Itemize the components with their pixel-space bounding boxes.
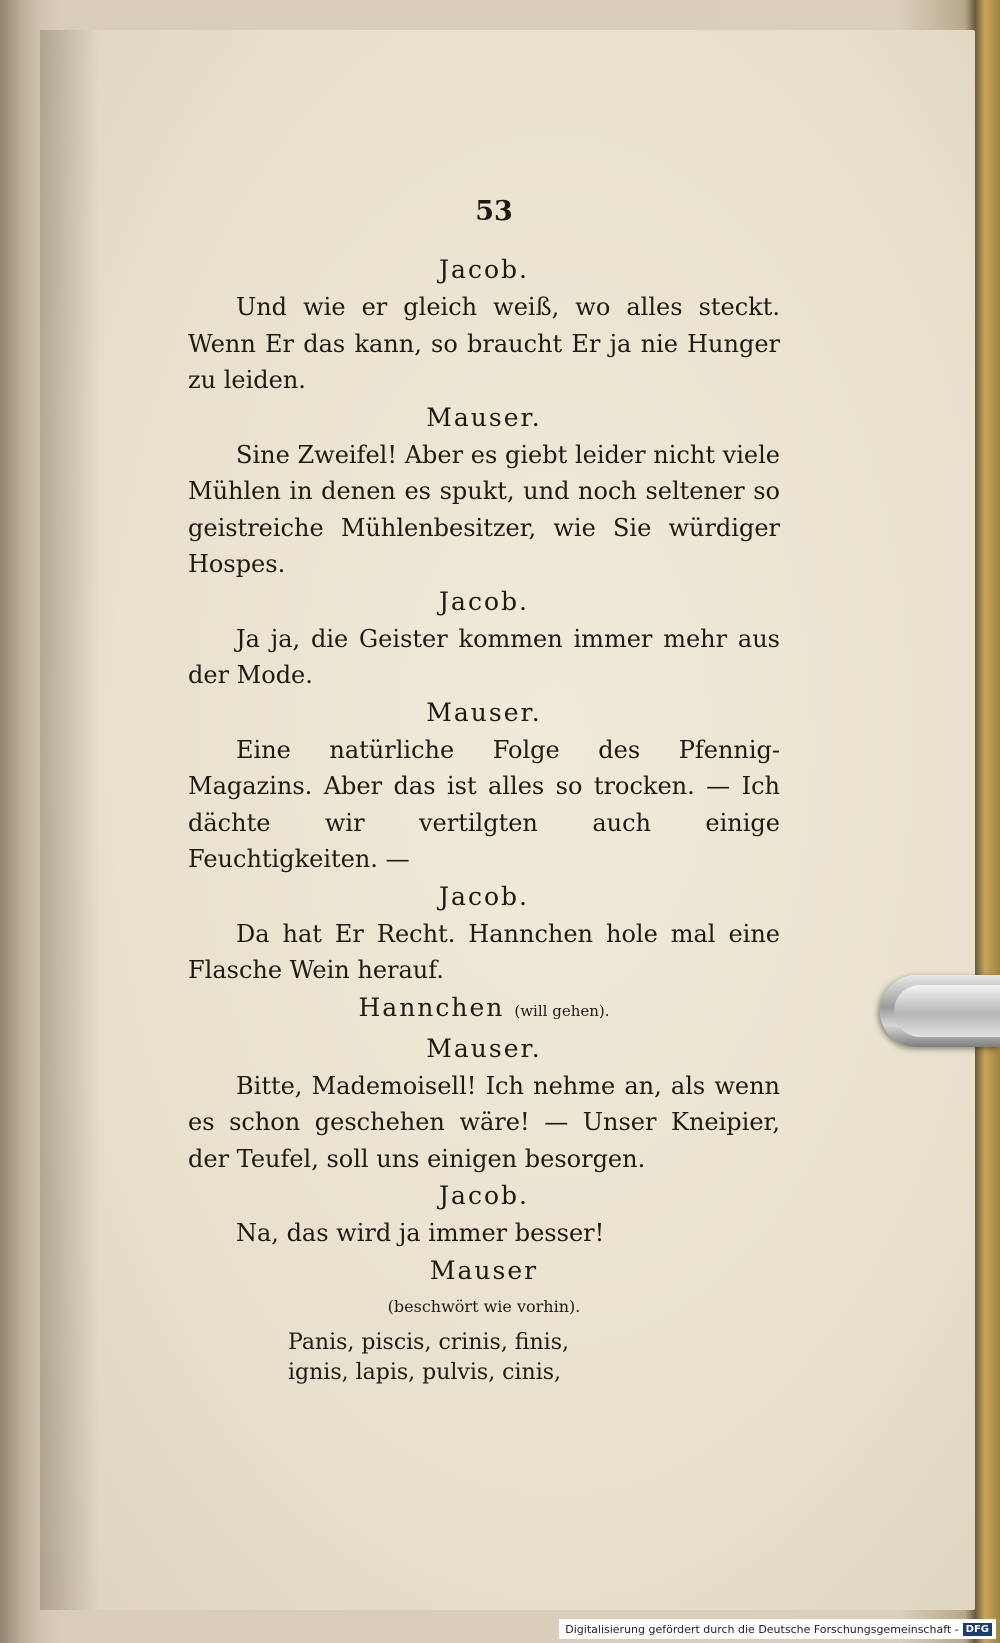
speaker-label: Jacob. — [439, 255, 529, 284]
page-clip — [880, 975, 1000, 1047]
latin-verse — [188, 1328, 780, 1388]
gutter-shadow — [40, 30, 100, 1610]
speaker-name — [188, 694, 780, 732]
speaker-label: Mauser — [429, 1255, 539, 1285]
speech-text: Eine natürliche Folge des Pfennig-Magazins. Aber das ist alles so trocken. — Ich dächte wir vertilgten auch einige Feuchtigkeiten. — — [188, 735, 780, 873]
dfg-logo: DFG — [963, 1623, 992, 1636]
speaker-label: Jacob. — [439, 586, 529, 616]
speaker-name — [188, 878, 780, 916]
speech-text: Und wie er gleich weiß, wo alles steckt. Wenn Er das kann, so braucht Er ja nie Hunger zu leiden. — [188, 293, 780, 394]
page-clip-highlight — [894, 985, 1000, 1037]
verse-line: ignis, lapis, pulvis, cinis, — [288, 1359, 562, 1385]
speaker-label: Mauser. — [426, 697, 542, 727]
speaker-name — [188, 1177, 780, 1215]
footer-text: Digitalisierung gefördert durch die Deutsche Forschungsgemeinschaft - — [565, 1622, 959, 1636]
speaker-name — [188, 399, 780, 437]
speaker-label: Mauser. — [426, 402, 542, 432]
speech-text: Bitte, Mademoisell! Ich nehme an, als wenn es schon geschehen wäre! — Unser Kneipier, der Teufel, soll uns einigen besorgen. — [188, 1071, 780, 1173]
digitization-footer — [559, 1619, 996, 1639]
speech-text: Da hat Er Recht. Hannchen hole mal eine Flasche Wein herauf. — [188, 919, 780, 984]
speech-text: Na, das wird ja immer besser! — [236, 1219, 605, 1247]
speaker-label: Jacob. — [439, 1181, 529, 1210]
speaker-name — [188, 989, 780, 1030]
page-text — [188, 196, 780, 1388]
speaker-name — [188, 1030, 780, 1068]
stage-direction: (beschwört wie vorhin). — [387, 1296, 581, 1316]
stage-direction: (will gehen). — [514, 1001, 610, 1020]
verse-line: Panis, piscis, crinis, finis, — [288, 1329, 569, 1355]
speech-text: Ja ja, die Geister kommen immer mehr aus der Mode. — [188, 624, 780, 689]
speaker-name — [188, 251, 780, 289]
speaker-name — [188, 1252, 780, 1290]
speech-text: Sine Zweifel! Aber es giebt leider nicht viele Mühlen in denen es spukt, und noch seltener so geistreiche Mühlenbesitzer, wie Sie würdiger Hospes. — [188, 440, 780, 578]
page-number: 53 — [475, 196, 513, 227]
speaker-name — [188, 583, 780, 621]
speaker-label: Hannchen — [358, 992, 505, 1022]
speaker-label: Jacob. — [439, 881, 529, 911]
dialogue — [188, 251, 780, 1324]
speaker-label: Mauser. — [426, 1033, 542, 1063]
